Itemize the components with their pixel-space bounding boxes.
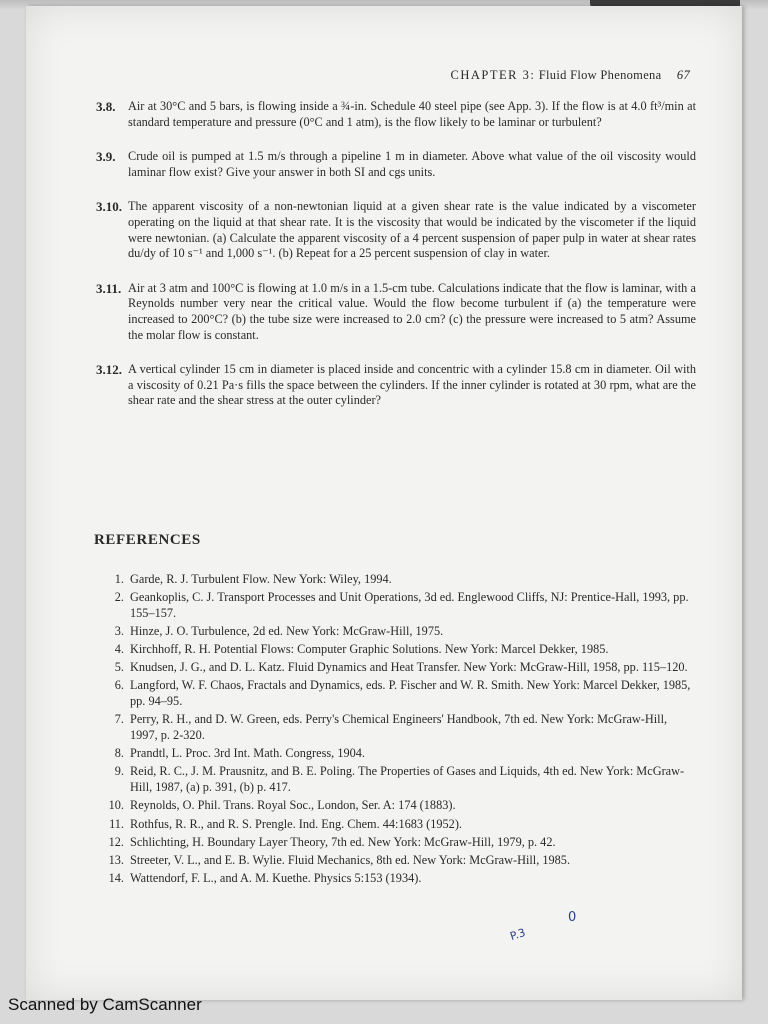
problem-list [96,99,696,428]
reference-number: 9. [114,764,124,779]
reference-number: 8. [114,746,124,761]
reference-list [104,572,694,889]
reference-number: 12. [108,834,124,849]
reference-text: Rothfus, R. R., and R. S. Prengle. Ind. Eng. Chem. 44:1683 (1952). [130,816,463,831]
reference-item [104,642,694,658]
problem-3-12 [96,362,696,409]
reference-number: 10. [108,798,124,813]
handwritten-note: P.3 [508,925,528,944]
reference-number: 3. [114,624,124,639]
reference-text: Reid, R. C., J. M. Prausnitz, and B. E. Poling. The Properties of Gases and Liquids, 4th ed. New York: McGraw-Hill, 1987, (a) p. 391, (b) p. 417. [130,764,685,795]
reference-text: Reynolds, O. Phil. Trans. Royal Soc., London, Ser. A: 174 (1883). [130,798,456,813]
problem-3-11 [96,281,696,343]
reference-number: 11. [109,816,124,831]
reference-item [104,746,694,762]
reference-text: Perry, R. H., and D. W. Green, eds. Perry's Chemical Engineers' Handbook, 7th ed. New York: McGraw-Hill, 1997, p. 2-320. [130,712,668,743]
reference-number: 2. [114,590,124,605]
reference-item [104,853,694,869]
reference-item [104,712,694,744]
reference-text: Wattendorf, F. L., and A. M. Kuethe. Physics 5:153 (1934). [130,870,422,885]
running-head [451,68,690,83]
chapter-label: CHAPTER 3: [450,68,536,82]
page-number: 67 [676,68,690,82]
reference-text: Hinze, J. O. Turbulence, 2d ed. New York: McGraw-Hill, 1975. [130,624,444,639]
reference-text: Kirchhoff, R. H. Potential Flows: Computer Graphic Solutions. New York: Marcel Dekker, 1985. [130,642,609,657]
chapter-title: Fluid Flow Phenomena [538,68,662,82]
problem-3-10 [96,199,696,261]
problem-number: 3.11. [96,280,122,296]
reference-text: Knudsen, J. G., and D. L. Katz. Fluid Dynamics and Heat Transfer. New York: McGraw-Hill, 1958, pp. 115–120. [130,660,688,675]
reference-number: 7. [114,712,124,727]
references-heading: REFERENCES [94,532,201,548]
problem-number: 3.8. [96,99,116,114]
reference-item [104,835,694,851]
reference-item [104,817,694,833]
reference-number: 14. [108,870,124,885]
reference-number: 4. [114,642,124,657]
problem-number: 3.10. [96,199,122,215]
reference-text: Prandtl, L. Proc. 3rd Int. Math. Congress, 1904. [130,746,365,761]
problem-text: Air at 3 atm and 100°C is flowing at 1.0 m/s in a 1.5-cm tube. Calculations indicate that the flow is laminar, with a Reynolds number very near the critical value. Would the flow become turbulent if (a) the temperature were increased to 200°C? (b) the tube size were increased to 2.0 cm? (c) the pressure were increased to 5 atm? Assume the molar flow is constant. [128,280,696,342]
problem-text: The apparent viscosity of a non-newtonian liquid at a given shear rate is the value indicated by a viscometer operating on the liquid at that shear rate. It is the viscosity that would be indicated by the viscometer if the liquid were newtonian. (a) Calculate the apparent viscosity of a 4 percent suspension of paper pulp in water at shear rates du/dy of 10 s⁻¹ and 1,000 s⁻¹. (b) Repeat for a 25 percent suspension of clay in water. [128,199,696,261]
reference-item [104,798,694,814]
reference-text: Geankoplis, C. J. Transport Processes and Unit Operations, 3d ed. Englewood Cliffs, NJ: Prentice-Hall, 1993, pp. 155–157. [130,590,689,620]
problem-text: Crude oil is pumped at 1.5 m/s through a pipeline 1 m in diameter. Above what value of the oil viscosity would laminar flow exist? Give your answer in both SI and cgs units. [128,149,696,179]
reference-item [104,660,694,676]
scanner-watermark: Scanned by CamScanner [8,995,202,1014]
problem-text: Air at 30°C and 5 bars, is flowing inside a ¾-in. Schedule 40 steel pipe (see App. 3). If the flow is at 4.0 ft³/min at standard temperature and pressure (0°C and 1 atm), is the flow likely to be laminar or turbulent? [128,99,696,129]
reference-item [104,678,694,710]
reference-number: 5. [114,660,124,675]
reference-item [104,871,694,887]
problem-3-9 [96,149,696,180]
reference-item [104,764,694,796]
reference-text: Streeter, V. L., and E. B. Wylie. Fluid Mechanics, 8th ed. New York: McGraw-Hill, 1985. [130,852,571,867]
reference-text: Garde, R. J. Turbulent Flow. New York: Wiley, 1994. [130,572,392,586]
reference-text: Langford, W. F. Chaos, Fractals and Dynamics, eds. P. Fischer and W. R. Smith. New York: Marcel Dekker, 1985, pp. 94–95. [130,678,691,709]
reference-number: 13. [108,852,124,867]
problem-text: A vertical cylinder 15 cm in diameter is placed inside and concentric with a cylinder 15.8 cm in diameter. Oil with a viscosity of 0.21 Pa·s fills the space between the cylinders. If the inner cylinder is rotated at 30 rpm, what are the shear rate and the shear stress at the outer cylinder? [128,362,696,408]
problem-number: 3.9. [96,149,116,165]
reference-number: 1. [114,572,124,586]
reference-number: 6. [114,678,124,693]
reference-item [104,624,694,640]
reference-item [104,572,694,588]
problem-3-8 [96,99,696,130]
reference-item [104,590,694,622]
book-page [26,6,742,1000]
reference-text: Schlichting, H. Boundary Layer Theory, 7th ed. New York: McGraw-Hill, 1979, p. 42. [130,834,556,849]
handwritten-mark: 0 [568,910,577,925]
problem-number: 3.12. [96,362,122,378]
